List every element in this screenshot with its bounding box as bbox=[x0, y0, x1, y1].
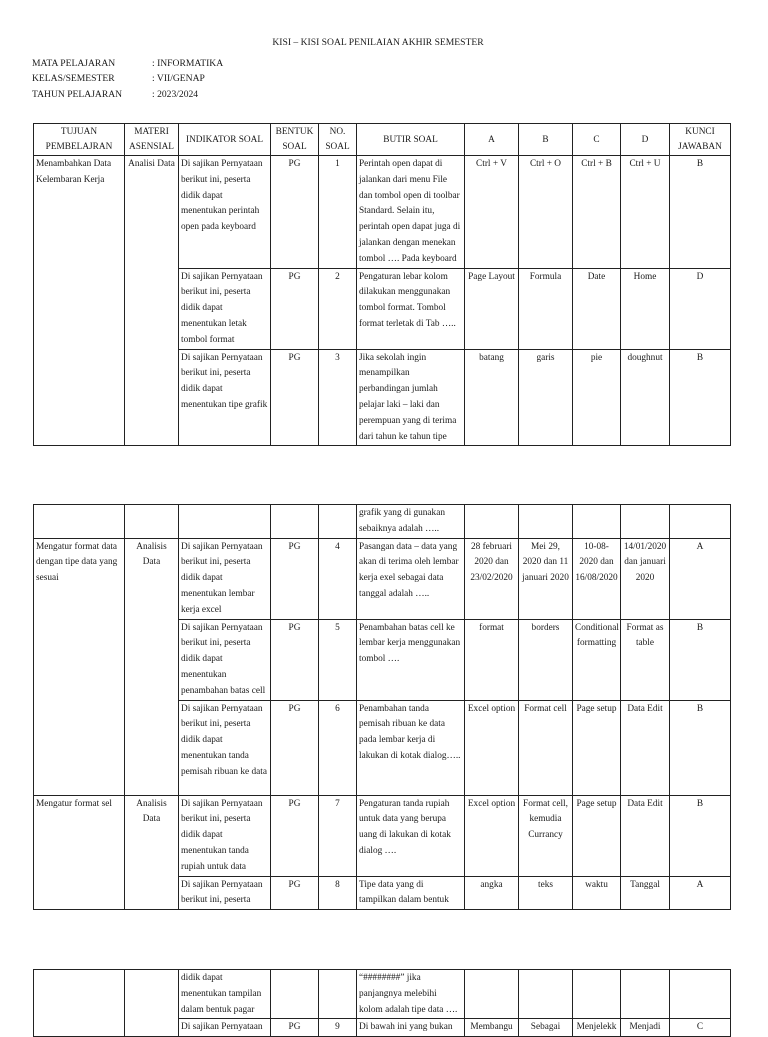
table-row bbox=[34, 795, 731, 876]
cell-butir: Pengaturan lebar kolom dilakukan menggunakan tombol format. Tombol format terletak di Tab ….. bbox=[357, 268, 465, 349]
cell-no bbox=[319, 970, 357, 1019]
cell-b: Format cell bbox=[519, 700, 573, 795]
cell-a: Page Layout bbox=[465, 268, 519, 349]
cell-indikator: Di sajikan Pernyataan berikut ini, peserta bbox=[179, 876, 271, 910]
cell-butir: Di bawah ini yang bukan bbox=[357, 1019, 465, 1037]
cell-a: Membangu bbox=[465, 1019, 519, 1037]
cell-a: format bbox=[465, 619, 519, 700]
cell-bentuk: PG bbox=[271, 700, 319, 795]
cell-bentuk bbox=[271, 970, 319, 1019]
cell-c: waktu bbox=[573, 876, 621, 910]
cell-c: Page setup bbox=[573, 795, 621, 876]
cell-kunci: A bbox=[670, 876, 731, 910]
cell-d: doughnut bbox=[621, 349, 670, 446]
cell-bentuk: PG bbox=[271, 876, 319, 910]
meta-row-year bbox=[32, 89, 198, 100]
cell-indikator: Di sajikan Pernyataan berikut ini, peserta didik dapat menentukan tanda pemisah ribuan ke data bbox=[179, 700, 271, 795]
cell-bentuk: PG bbox=[271, 538, 319, 619]
cell-b: Format cell, kemudia Currancy bbox=[519, 795, 573, 876]
header-materi: MATERI ASENSIAL bbox=[125, 124, 179, 156]
cell-no: 9 bbox=[319, 1019, 357, 1037]
cell-a: Excel option bbox=[465, 700, 519, 795]
cell-tujuan bbox=[34, 970, 125, 1037]
meta-row-subject bbox=[32, 58, 223, 69]
cell-bentuk: PG bbox=[271, 268, 319, 349]
cell-a: Ctrl + V bbox=[465, 156, 519, 269]
cell-b: teks bbox=[519, 876, 573, 910]
header-c: C bbox=[573, 124, 621, 156]
cell-a: Excel option bbox=[465, 795, 519, 876]
cell-b: borders bbox=[519, 619, 573, 700]
cell-tujuan: Menambahkan Data Kelembaran Kerja bbox=[34, 156, 125, 446]
cell-b: Formula bbox=[519, 268, 573, 349]
cell-butir: Penambahan batas cell ke lembar kerja menggunakan tombol …. bbox=[357, 619, 465, 700]
cell-b: Mei 29, 2020 dan 11 januari 2020 bbox=[519, 538, 573, 619]
meta-value: : 2023/2024 bbox=[152, 89, 199, 100]
cell-kunci: B bbox=[670, 795, 731, 876]
cell-materi: Analisi Data bbox=[125, 156, 179, 446]
cell-b bbox=[519, 505, 573, 539]
cell-bentuk bbox=[271, 505, 319, 539]
kisi-table-page-2 bbox=[33, 504, 731, 910]
cell-tujuan bbox=[34, 505, 125, 539]
cell-no: 1 bbox=[319, 156, 357, 269]
meta-key: KELAS/SEMESTER bbox=[32, 73, 115, 84]
cell-c: Date bbox=[573, 268, 621, 349]
meta-row-class bbox=[32, 73, 205, 84]
cell-kunci: B bbox=[670, 349, 731, 446]
cell-a: batang bbox=[465, 349, 519, 446]
cell-materi bbox=[125, 970, 179, 1037]
table-row bbox=[34, 970, 731, 1019]
header-a: A bbox=[465, 124, 519, 156]
cell-b: garis bbox=[519, 349, 573, 446]
cell-butir: “########” jika panjangnya melebihi kolom adalah tipe data …. bbox=[357, 970, 465, 1019]
cell-indikator: didik dapat menentukan tampilan dalam bentuk pagar bbox=[179, 970, 271, 1019]
cell-tujuan: Mengatur format data dengan tipe data yang sesuai bbox=[34, 538, 125, 795]
kisi-table-page-1 bbox=[33, 123, 731, 446]
cell-b: Ctrl + O bbox=[519, 156, 573, 269]
header-d: D bbox=[621, 124, 670, 156]
cell-c: Menjelekk bbox=[573, 1019, 621, 1037]
meta-key: MATA PELAJARAN bbox=[32, 58, 116, 69]
table-row bbox=[34, 156, 731, 269]
cell-bentuk: PG bbox=[271, 349, 319, 446]
cell-no: 2 bbox=[319, 268, 357, 349]
cell-tujuan: Mengatur format sel bbox=[34, 795, 125, 910]
cell-no: 3 bbox=[319, 349, 357, 446]
document-title: KISI – KISI SOAL PENILAIAN AKHIR SEMESTER bbox=[272, 37, 484, 48]
cell-butir: Penambahan tanda pemisah ribuan ke data pada lembar kerja di lakukan di kotak dialog….. bbox=[357, 700, 465, 795]
cell-d: Tanggal bbox=[621, 876, 670, 910]
cell-materi bbox=[125, 505, 179, 539]
cell-c: Conditional formatting bbox=[573, 619, 621, 700]
header-bentuk: BENTUK SOAL bbox=[271, 124, 319, 156]
table-row bbox=[34, 538, 731, 619]
cell-a: 28 februari 2020 dan 23/02/2020 bbox=[465, 538, 519, 619]
cell-d: 14/01/2020 dan januari 2020 bbox=[621, 538, 670, 619]
cell-d bbox=[621, 505, 670, 539]
cell-butir: Jika sekolah ingin menampilkan perbandingan jumlah pelajar laki – laki dan perempuan yang di terima dari tahun ke tahun tipe bbox=[357, 349, 465, 446]
cell-kunci: B bbox=[670, 700, 731, 795]
header-indikator: INDIKATOR SOAL bbox=[179, 124, 271, 156]
cell-butir: Pengaturan tanda rupiah untuk data yang berupa uang di lakukan di kotak dialog …. bbox=[357, 795, 465, 876]
cell-no: 8 bbox=[319, 876, 357, 910]
cell-kunci: D bbox=[670, 268, 731, 349]
cell-kunci: B bbox=[670, 619, 731, 700]
cell-a bbox=[465, 970, 519, 1019]
cell-kunci bbox=[670, 505, 731, 539]
cell-c bbox=[573, 970, 621, 1019]
cell-indikator: Di sajikan Pernyataan berikut ini, peserta didik dapat menentukan lembar kerja excel bbox=[179, 538, 271, 619]
cell-indikator: Di sajikan Pernyataan berikut ini, peserta didik dapat menentukan letak tombol format bbox=[179, 268, 271, 349]
cell-d: Data Edit bbox=[621, 795, 670, 876]
cell-indikator: Di sajikan Pernyataan berikut ini, peserta didik dapat menentukan tanda rupiah untuk data bbox=[179, 795, 271, 876]
cell-d: Menjadi bbox=[621, 1019, 670, 1037]
cell-butir: Tipe data yang di tampilkan dalam bentuk bbox=[357, 876, 465, 910]
meta-key: TAHUN PELAJARAN bbox=[32, 89, 123, 100]
header-tujuan: TUJUAN PEMBELAJRAN bbox=[34, 124, 125, 156]
cell-d: Data Edit bbox=[621, 700, 670, 795]
cell-kunci: C bbox=[670, 1019, 731, 1037]
cell-c: Page setup bbox=[573, 700, 621, 795]
cell-c bbox=[573, 505, 621, 539]
cell-indikator bbox=[179, 505, 271, 539]
cell-no: 6 bbox=[319, 700, 357, 795]
meta-value: : VII/GENAP bbox=[152, 73, 205, 84]
header-kunci: KUNCI JAWABAN bbox=[670, 124, 731, 156]
cell-no: 5 bbox=[319, 619, 357, 700]
cell-no: 7 bbox=[319, 795, 357, 876]
cell-kunci: B bbox=[670, 156, 731, 269]
header-b: B bbox=[519, 124, 573, 156]
cell-no: 4 bbox=[319, 538, 357, 619]
cell-no bbox=[319, 505, 357, 539]
meta-value: : INFORMATIKA bbox=[152, 58, 224, 69]
cell-d: Home bbox=[621, 268, 670, 349]
cell-c: 10-08-2020 dan 16/08/2020 bbox=[573, 538, 621, 619]
cell-bentuk: PG bbox=[271, 619, 319, 700]
cell-d: Ctrl + U bbox=[621, 156, 670, 269]
table-row bbox=[34, 505, 731, 539]
cell-indikator: Di sajikan Pernyataan berikut ini, peserta didik dapat menentukan tipe grafik bbox=[179, 349, 271, 446]
cell-butir: Pasangan data – data yang akan di terima oleh lembar kerja exel sebagai data tanggal adalah ….. bbox=[357, 538, 465, 619]
kisi-table-page-3 bbox=[33, 969, 731, 1037]
cell-bentuk: PG bbox=[271, 156, 319, 269]
cell-bentuk: PG bbox=[271, 795, 319, 876]
cell-bentuk: PG bbox=[271, 1019, 319, 1037]
table-header-row bbox=[34, 124, 731, 156]
cell-kunci: A bbox=[670, 538, 731, 619]
cell-c: pie bbox=[573, 349, 621, 446]
cell-d bbox=[621, 970, 670, 1019]
cell-kunci bbox=[670, 970, 731, 1019]
cell-materi: Analisis Data bbox=[125, 538, 179, 795]
cell-materi: Analisis Data bbox=[125, 795, 179, 910]
cell-b bbox=[519, 970, 573, 1019]
cell-indikator: Di sajikan Pernyataan berikut ini, peserta didik dapat menentukan penambahan batas cell bbox=[179, 619, 271, 700]
header-no: NO. SOAL bbox=[319, 124, 357, 156]
cell-a bbox=[465, 505, 519, 539]
cell-indikator: Di sajikan Pernyataan berikut ini, peserta didik dapat menentukan perintah open pada keyboard bbox=[179, 156, 271, 269]
cell-butir: grafik yang di gunakan sebaiknya adalah ….. bbox=[357, 505, 465, 539]
cell-indikator: Di sajikan Pernyataan bbox=[179, 1019, 271, 1037]
cell-c: Ctrl + B bbox=[573, 156, 621, 269]
header-butir: BUTIR SOAL bbox=[357, 124, 465, 156]
cell-d: Format as table bbox=[621, 619, 670, 700]
cell-b: Sebagai bbox=[519, 1019, 573, 1037]
cell-a: angka bbox=[465, 876, 519, 910]
cell-butir: Perintah open dapat di jalankan dari menu File dan tombol open di toolbar Standard. Selain itu, perintah open dapat juga di jalankan dengan menekan tombol …. Pada keyboard bbox=[357, 156, 465, 269]
